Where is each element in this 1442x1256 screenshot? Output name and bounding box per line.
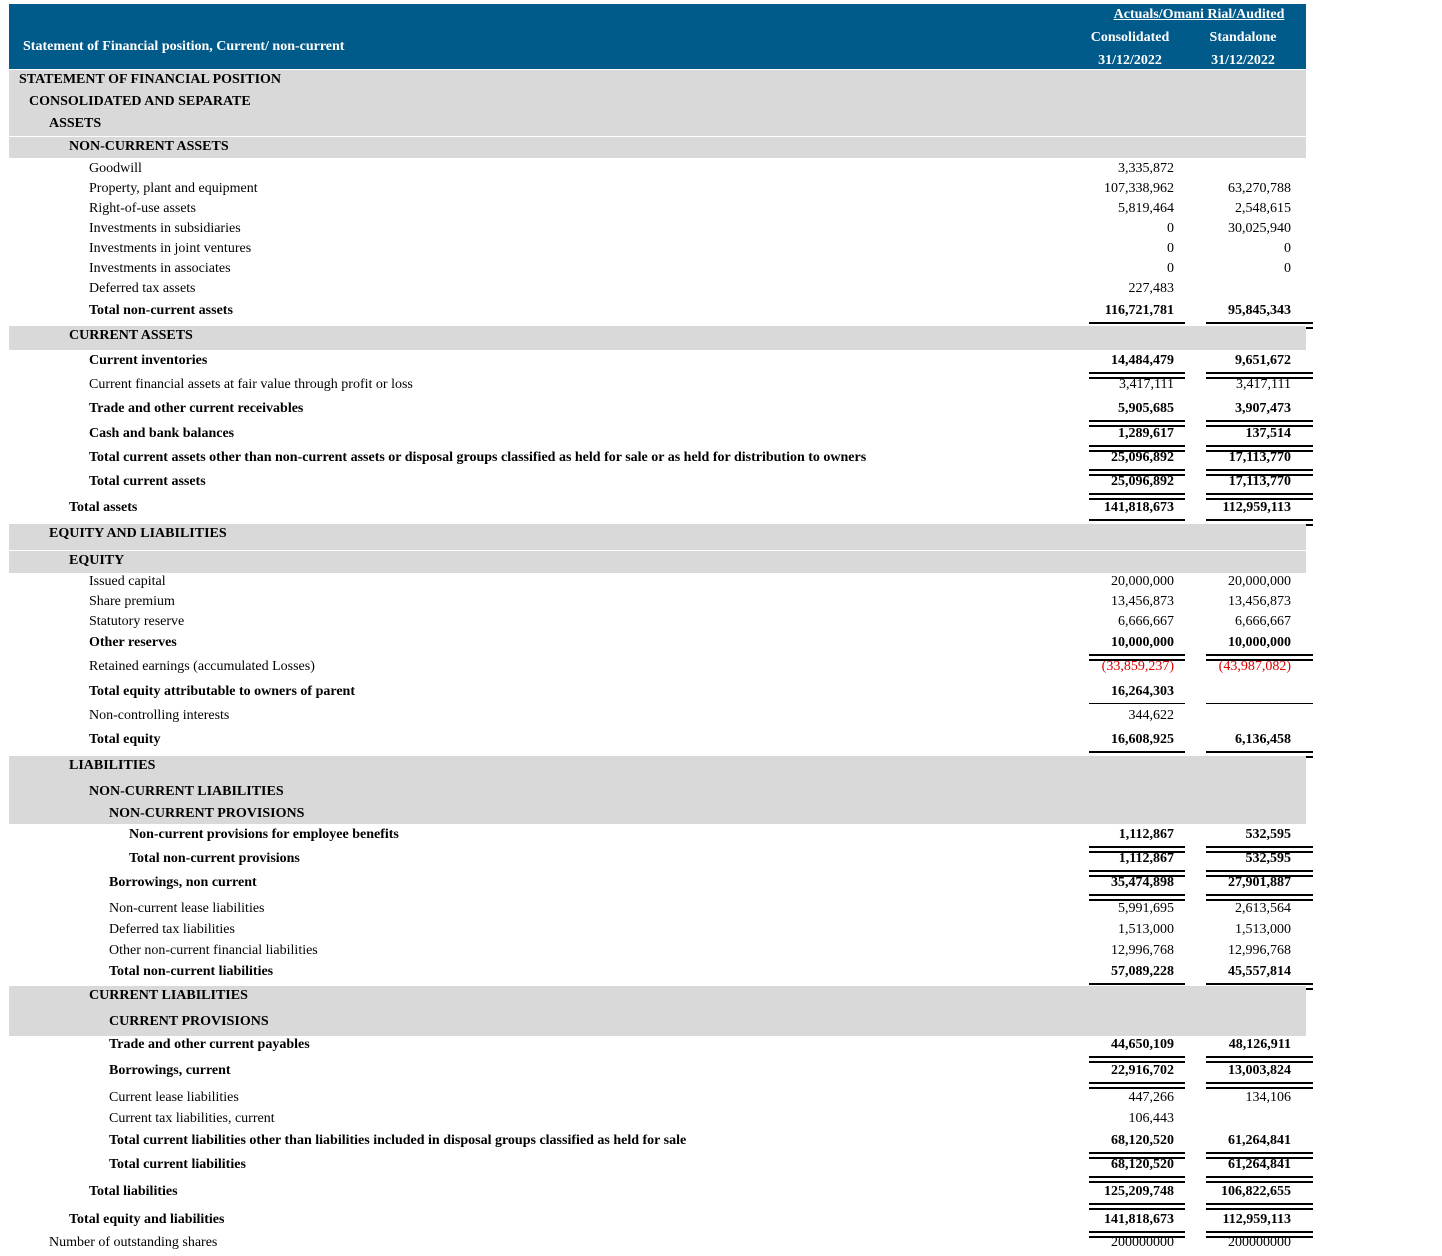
consolidated-value: 5,991,695 (1118, 901, 1174, 916)
section-row-current-assets (9, 326, 1306, 350)
standalone-value: 2,548,615 (1235, 201, 1291, 216)
table-row (9, 963, 1306, 985)
consolidated-value: 0 (1167, 261, 1174, 276)
row-label: Current tax liabilities, current (109, 1111, 275, 1126)
table-row (9, 1110, 1306, 1130)
table-row (9, 921, 1306, 941)
standalone-value: 134,106 (1245, 1090, 1291, 1105)
row-label: Right-of-use assets (89, 201, 196, 216)
row-label: Total equity (89, 732, 161, 747)
standalone-value: 112,959,113 (1222, 500, 1291, 515)
section-row-equity (9, 551, 1306, 573)
row-label: Current lease liabilities (109, 1090, 239, 1105)
row-label: Trade and other current payables (109, 1037, 310, 1052)
row-label: Number of outstanding shares (49, 1235, 218, 1250)
standalone-value: 10,000,000 (1228, 635, 1291, 650)
consolidated-value: 44,650,109 (1111, 1037, 1174, 1052)
consolidated-value: 12,996,768 (1111, 943, 1174, 958)
standalone-header: Standalone (1209, 30, 1277, 45)
standalone-value: 532,595 (1245, 827, 1291, 842)
table-row (9, 826, 1306, 848)
table-row (9, 425, 1306, 447)
row-label: Deferred tax assets (89, 281, 196, 296)
table-row (9, 473, 1306, 495)
table-row (9, 613, 1306, 632)
standalone-value: 6,666,667 (1235, 614, 1291, 629)
standalone-value: 0 (1284, 261, 1291, 276)
consolidated-value: 125,209,748 (1104, 1184, 1174, 1199)
double-underline (1089, 1082, 1185, 1089)
consolidated-value: 68,120,520 (1111, 1157, 1174, 1172)
section-row-non-current-liabilities (9, 782, 1306, 804)
standalone-value: 95,845,343 (1228, 303, 1291, 318)
consolidated-value: 13,456,873 (1111, 594, 1174, 609)
consolidated-value: 0 (1167, 241, 1174, 256)
row-label: CONSOLIDATED AND SEPARATE (29, 94, 251, 109)
standalone-value: 12,996,768 (1228, 943, 1291, 958)
consolidated-value: 10,000,000 (1111, 635, 1174, 650)
standalone-value: 63,270,788 (1228, 181, 1291, 196)
row-label: Total non-current assets (89, 303, 233, 318)
row-label: Goodwill (89, 161, 142, 176)
row-label: Investments in subsidiaries (89, 221, 241, 236)
standalone-value: 13,003,824 (1228, 1063, 1291, 1078)
standalone-value: 20,000,000 (1228, 574, 1291, 589)
row-label: Total current liabilities (109, 1157, 246, 1172)
standalone-value: 17,113,770 (1228, 450, 1291, 465)
table-row (9, 160, 1306, 179)
table-row (9, 1062, 1306, 1084)
standalone-value: 3,417,111 (1236, 377, 1291, 392)
row-label: Deferred tax liabilities (109, 922, 235, 937)
table-row (9, 874, 1306, 896)
consolidated-value: 16,608,925 (1111, 732, 1174, 747)
table-row (9, 449, 1306, 471)
row-label: LIABILITIES (69, 758, 156, 773)
row-label: Investments in associates (89, 261, 231, 276)
consolidated-value: 16,264,303 (1111, 684, 1174, 699)
table-row (9, 1234, 1306, 1256)
consolidated-value: 35,474,898 (1111, 875, 1174, 890)
row-label: Total liabilities (89, 1184, 178, 1199)
double-underline (1206, 1176, 1313, 1183)
consolidated-header: Consolidated (1090, 30, 1170, 45)
standalone-value: 200000000 (1228, 1235, 1291, 1250)
table-row (9, 200, 1306, 219)
standalone-value: 48,126,911 (1228, 1037, 1291, 1052)
row-label: Non-current provisions for employee benefits (129, 827, 399, 842)
consolidated-value: 6,666,667 (1118, 614, 1174, 629)
row-label: Total equity and liabilities (69, 1212, 225, 1227)
consolidated-value: 5,905,685 (1118, 401, 1174, 416)
standalone-value: 1,513,000 (1235, 922, 1291, 937)
standalone-value: 9,651,672 (1235, 353, 1291, 368)
consolidated-value: 1,112,867 (1118, 851, 1174, 866)
section-row-non-current-provisions (9, 804, 1306, 824)
table-row (9, 593, 1306, 612)
table-row (9, 260, 1306, 279)
consolidated-value: (33,859,237) (1101, 659, 1174, 674)
table-row (9, 376, 1306, 398)
row-label: Investments in joint ventures (89, 241, 252, 256)
row-label: Total equity attributable to owners of parent (89, 684, 355, 699)
standalone-value: 532,595 (1245, 851, 1291, 866)
table-row (9, 1156, 1306, 1178)
table-header (9, 4, 1306, 69)
row-label: Cash and bank balances (89, 426, 235, 441)
consolidated-value: 1,289,617 (1118, 426, 1174, 441)
row-label: Borrowings, current (109, 1063, 231, 1078)
table-row (9, 400, 1306, 422)
row-label: CURRENT LIABILITIES (89, 988, 248, 1003)
section-row-assets (9, 114, 1306, 136)
standalone-value: 137,514 (1245, 426, 1291, 441)
table-row (9, 1132, 1306, 1154)
standalone-value: 0 (1284, 241, 1291, 256)
standalone-value: 106,822,655 (1221, 1184, 1291, 1199)
consolidated-value: 25,096,892 (1111, 450, 1174, 465)
row-label: Trade and other current receivables (89, 401, 304, 416)
row-label: Total non-current provisions (129, 851, 300, 866)
row-label: NON-CURRENT LIABILITIES (89, 784, 284, 799)
table-row (9, 1089, 1306, 1109)
consolidated-value: 344,622 (1128, 708, 1174, 723)
row-label: NON-CURRENT PROVISIONS (109, 806, 305, 821)
consolidated-value: 141,818,673 (1104, 500, 1174, 515)
row-label: Total current liabilities other than liabilities included in disposal groups classified as held for sale (109, 1133, 687, 1148)
section-row-current-liabilities (9, 986, 1306, 1012)
row-label: EQUITY AND LIABILITIES (49, 526, 227, 541)
standalone-value: (43,987,082) (1218, 659, 1291, 674)
consolidated-value: 116,721,781 (1104, 303, 1174, 318)
row-label: EQUITY (69, 553, 125, 568)
table-row (9, 352, 1306, 374)
consolidated-value: 68,120,520 (1111, 1133, 1174, 1148)
consolidated-value: 22,916,702 (1111, 1063, 1174, 1078)
row-label: Statutory reserve (89, 614, 185, 629)
consolidated-value: 106,443 (1128, 1111, 1174, 1126)
standalone-value: 3,907,473 (1235, 401, 1291, 416)
table-row (9, 240, 1306, 259)
standalone-value: 13,456,873 (1228, 594, 1291, 609)
row-label: Other non-current financial liabilities (109, 943, 318, 958)
standalone-value: 61,264,841 (1228, 1157, 1291, 1172)
section-row-liabilities (9, 756, 1306, 782)
table-row (9, 302, 1306, 324)
double-underline (1206, 1082, 1313, 1089)
consolidated-value: 107,338,962 (1104, 181, 1174, 196)
table-row (9, 634, 1306, 656)
standalone-value: 61,264,841 (1228, 1133, 1291, 1148)
consolidated-value: 1,112,867 (1118, 827, 1174, 842)
section-row-equity-and-liabilities (9, 524, 1306, 550)
standalone-value: 6,136,458 (1235, 732, 1291, 747)
consolidated-value: 141,818,673 (1104, 1212, 1174, 1227)
row-label: STATEMENT OF FINANCIAL POSITION (19, 72, 282, 87)
standalone-value: 2,613,564 (1235, 901, 1291, 916)
table-row (9, 180, 1306, 199)
consolidated-value: 3,335,872 (1118, 161, 1174, 176)
table-row (9, 1211, 1306, 1233)
consolidated-value: 1,513,000 (1118, 922, 1174, 937)
section-row-consolidated-and-separate (9, 92, 1306, 114)
row-label: CURRENT PROVISIONS (109, 1014, 269, 1029)
consolidated-date: 31/12/2022 (1098, 53, 1162, 68)
consolidated-value: 14,484,479 (1111, 353, 1174, 368)
section-row-statement-of-financial-position (9, 70, 1306, 92)
row-label: Total current assets other than non-current assets or disposal groups classified as held for sale or as held for distribution to owners (89, 450, 867, 465)
row-label: Property, plant and equipment (89, 181, 258, 196)
table-row (9, 499, 1306, 521)
row-label: Total current assets (89, 474, 206, 489)
column-group-label: Actuals/Omani Rial/Audited (1113, 7, 1285, 22)
standalone-value: 45,557,814 (1228, 964, 1291, 979)
double-underline (1089, 1176, 1185, 1183)
row-label: Retained earnings (accumulated Losses) (89, 659, 315, 674)
consolidated-value: 25,096,892 (1111, 474, 1174, 489)
single-underline (1089, 703, 1185, 704)
row-label: Non-controlling interests (89, 708, 230, 723)
row-label: ASSETS (49, 116, 102, 131)
section-row-non-current-assets (9, 137, 1306, 158)
table-row (9, 658, 1306, 682)
table-row (9, 280, 1306, 299)
row-label: Issued capital (89, 574, 166, 589)
standalone-value: 30,025,940 (1228, 221, 1291, 236)
row-label: Other reserves (89, 635, 177, 650)
consolidated-value: 227,483 (1128, 281, 1174, 296)
table-row (9, 220, 1306, 239)
row-label: Total non-current liabilities (109, 964, 274, 979)
row-label: CURRENT ASSETS (69, 328, 193, 343)
table-row (9, 731, 1306, 753)
row-label: NON-CURRENT ASSETS (69, 139, 229, 154)
standalone-value: 27,901,887 (1228, 875, 1291, 890)
standalone-value: 17,113,770 (1228, 474, 1291, 489)
standalone-date: 31/12/2022 (1211, 53, 1275, 68)
table-row (9, 900, 1306, 920)
section-row-current-provisions (9, 1012, 1306, 1036)
table-row (9, 683, 1306, 705)
table-row (9, 942, 1306, 962)
standalone-value: 112,959,113 (1222, 1212, 1291, 1227)
table-row (9, 850, 1306, 872)
consolidated-value: 447,266 (1128, 1090, 1174, 1105)
table-row (9, 573, 1306, 592)
single-underline (1206, 703, 1313, 704)
table-row (9, 707, 1306, 729)
consolidated-value: 57,089,228 (1111, 964, 1174, 979)
row-label: Current inventories (89, 353, 208, 368)
consolidated-value: 200000000 (1111, 1235, 1174, 1250)
consolidated-value: 20,000,000 (1111, 574, 1174, 589)
double-underline (1206, 1203, 1313, 1210)
table-row (9, 1183, 1306, 1205)
statement-title: Statement of Financial position, Current/ non-current (23, 39, 345, 54)
consolidated-value: 5,819,464 (1118, 201, 1174, 216)
consolidated-value: 0 (1167, 221, 1174, 236)
row-label: Current financial assets at fair value through profit or loss (89, 377, 413, 392)
row-label: Share premium (89, 594, 175, 609)
table-row (9, 1036, 1306, 1058)
row-label: Borrowings, non current (109, 875, 257, 890)
row-label: Non-current lease liabilities (109, 901, 265, 916)
double-underline (1089, 1203, 1185, 1210)
row-label: Total assets (69, 500, 138, 515)
consolidated-value: 3,417,111 (1119, 377, 1174, 392)
